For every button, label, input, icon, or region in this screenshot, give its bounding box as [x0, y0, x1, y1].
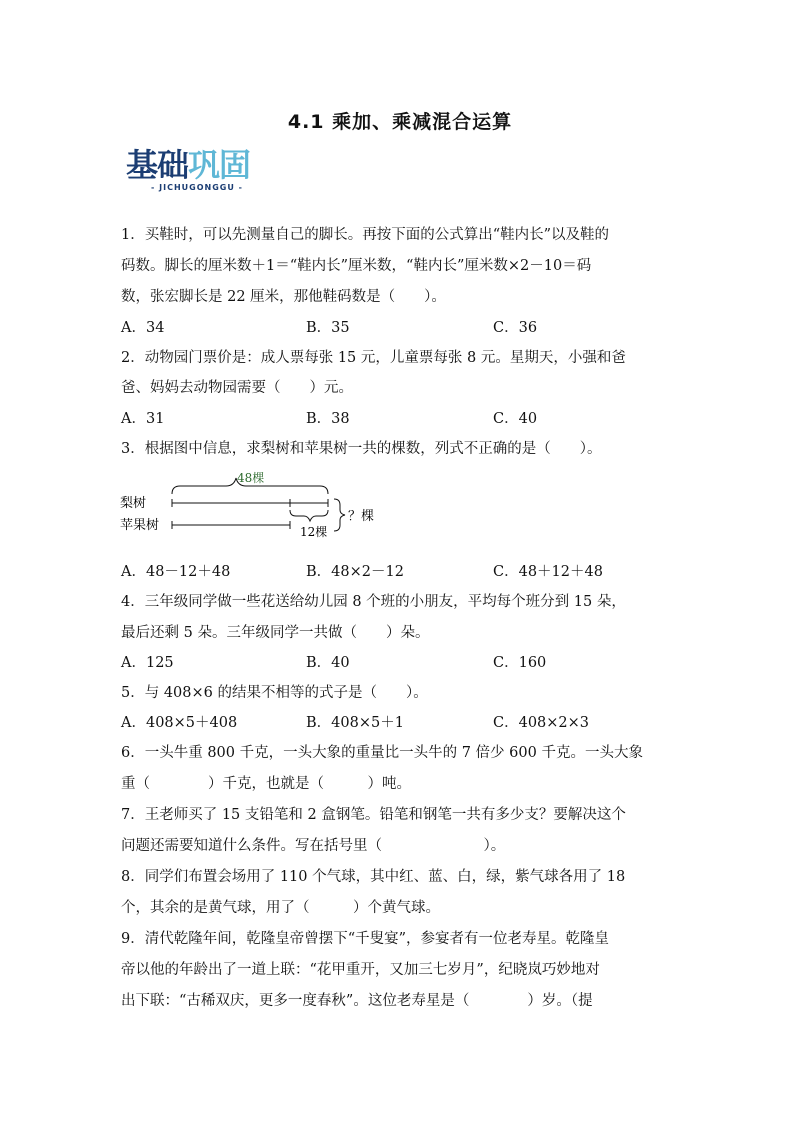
q4-line-1: 4．三年级同学做一些花送给幼儿园 8 个班的小朋友，平均每个班分到 15 朵， — [121, 594, 626, 610]
q8-line-1: 8．同学们布置会场用了 110 个气球，其中红、蓝、白，绿，紫气球各用了 18 — [121, 869, 626, 885]
q4-option-b: B．40 — [306, 655, 350, 671]
q8-line-2: 个，其余的是黄气球，用了（ ）个黄气球。 — [121, 900, 440, 916]
q1-line-3: 数，张宏脚长是 22 厘米，那他鞋码数是（ ）。 — [121, 289, 446, 305]
q2-line-2: 爸、妈妈去动物园需要（ ）元。 — [121, 380, 353, 396]
section-logo — [126, 148, 268, 196]
q9-line-3: 出下联：“古稀双庆，更多一度春秋”。这位老寿星是（ ）岁。（提 — [121, 993, 593, 1009]
diagram-label-right: ？棵 — [348, 509, 375, 524]
q1-line-1: 1．买鞋时，可以先测量自己的脚长。再按下面的公式算出“鞋内长”以及鞋的 — [121, 227, 610, 243]
q4-option-a: A．125 — [121, 655, 174, 671]
q9-line-1: 9．清代乾隆年间，乾隆皇帝曾摆下“千叟宴”，参宴者有一位老寿星。乾隆皇 — [121, 931, 610, 947]
difference-brace — [290, 510, 328, 521]
q3-option-c: C．48＋12＋48 — [493, 564, 603, 580]
logo-text — [126, 148, 268, 182]
q2-line-1: 2．动物园门票价是：成人票每张 15 元，儿童票每张 8 元。星期天，小强和爸 — [121, 350, 626, 366]
q1-option-b: B．35 — [306, 320, 350, 336]
total-brace — [334, 499, 345, 531]
q2-option-c: C．40 — [493, 411, 538, 427]
q4-line-2: 最后还剩 5 朵。三年级同学一共做（ ）朵。 — [121, 625, 430, 641]
q6-line-1: 6．一头牛重 800 千克，一头大象的重量比一头牛的 7 倍少 600 千克。一头大象 — [121, 745, 643, 761]
q1-option-a: A．34 — [121, 320, 165, 336]
q5-option-c: C．408×2×3 — [493, 715, 590, 731]
logo-part2: 巩固 — [188, 146, 251, 184]
q5-option-b: B．408×5＋1 — [306, 715, 404, 731]
q5-line-1: 5．与 408×6 的结果不相等的式子是（ ）。 — [121, 685, 428, 701]
q9-line-2: 帝以他的年龄出了一道上联：“花甲重开，又加三七岁月”，纪晓岚巧妙地对 — [121, 962, 600, 978]
q1-option-c: C．36 — [493, 320, 538, 336]
q2-option-a: A．31 — [121, 411, 165, 427]
logo-subtitle: - JICHUGONGGU - — [151, 183, 243, 192]
q6-line-2: 重（ ）千克，也就是（ ）吨。 — [121, 776, 411, 792]
q4-option-c: C．160 — [493, 655, 547, 671]
page-title: 4.1 乘加、乘减混合运算 — [287, 111, 513, 133]
diagram-row-pear: 梨树 — [120, 496, 147, 511]
q3-option-b: B．48×2－12 — [306, 564, 404, 580]
q5-option-a: A．408×5＋408 — [121, 715, 238, 731]
q3-line-1: 3．根据图中信息，求梨树和苹果树一共的棵数，列式不正确的是（ ）。 — [121, 441, 602, 457]
q7-line-2: 问题还需要知道什么条件。写在括号里（ ）。 — [121, 838, 506, 854]
q7-line-1: 7．王老师买了 15 支铅笔和 2 盒钢笔。铅笔和钢笔一共有多少支？要解决这个 — [121, 807, 626, 823]
logo-part1: 基础 — [126, 146, 189, 184]
tree-count-diagram — [120, 470, 390, 540]
diagram-row-apple: 苹果树 — [120, 518, 160, 533]
q2-option-b: B．38 — [306, 411, 350, 427]
diagram-label-bottom: 12棵 — [300, 525, 328, 539]
q1-line-2: 码数。脚长的厘米数＋1＝“鞋内长”厘米数，“鞋内长”厘米数×2－10＝码 — [121, 258, 592, 274]
diagram-label-top: 48棵 — [237, 471, 265, 485]
q3-option-a: A．48－12＋48 — [121, 564, 231, 580]
